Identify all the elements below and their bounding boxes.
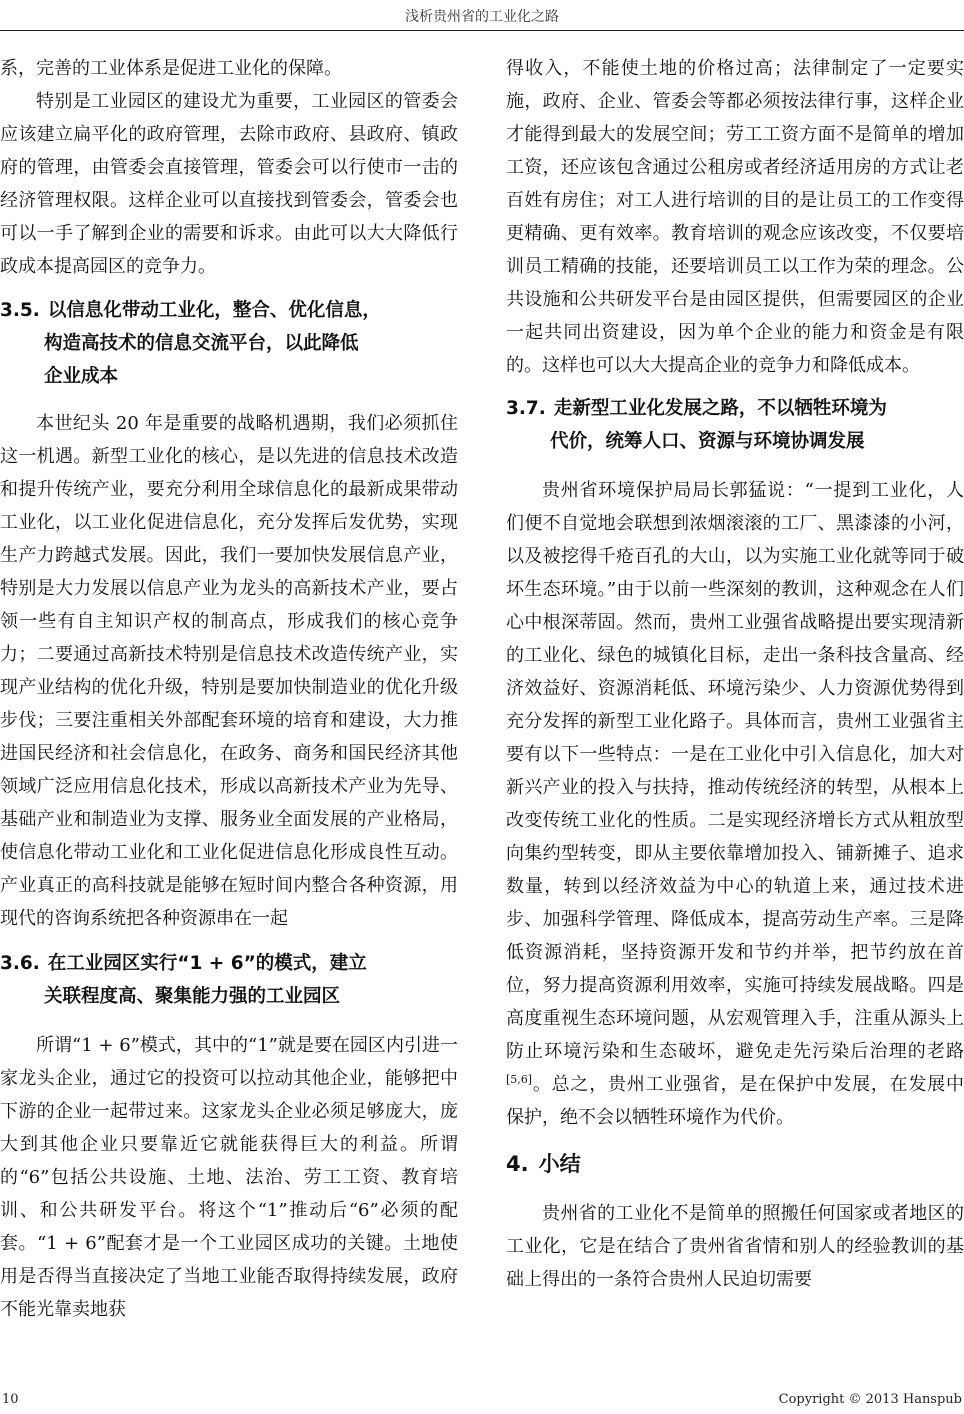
paragraph-environment-tail: 。总之，贵州工业强省，是在保护中发展，在发展中保护，绝不会以牺牲环境作为代价。: [506, 1074, 964, 1128]
section-3-7-number: 3.7.: [506, 398, 546, 419]
page-number: 10: [2, 1392, 19, 1407]
section-3-6-title-line2: 关联程度高、聚集能力强的工业园区: [44, 986, 341, 1007]
right-column: [506, 52, 964, 1296]
section-4-heading: [506, 1148, 964, 1181]
section-3-7-title-line1: 走新型工业化发展之路，不以牺牲环境为: [553, 398, 887, 419]
section-4-number: 4.: [506, 1152, 529, 1176]
copyright-notice: Copyright © 2013 Hanspub: [778, 1392, 962, 1407]
paragraph-summary: 贵州省的工业化不是简单的照搬任何国家或者地区的工业化，它是在结合了贵州省省情和别人的经验教训的基础上得出的一条符合贵州人民迫切需要: [506, 1203, 964, 1290]
paragraph-continuation: 系，完善的工业体系是促进工业化的保障。: [0, 58, 342, 79]
section-3-5-number: 3.5.: [0, 300, 40, 321]
section-3-6-number: 3.6.: [0, 953, 40, 974]
citation-5-6[interactable]: [5,6]: [506, 1073, 533, 1086]
paragraph-environment: [506, 474, 964, 1134]
section-3-5-title-line3: 企业成本: [44, 366, 119, 387]
paragraph-environment-text: 贵州省环境保护局局长郭猛说：“一提到工业化，人们便不自觉地会联想到浓烟滚滚的工厂、黑漆漆的小河，以及被挖得千疮百孔的大山，以为实施工业化就等同于破坏生态环境。”由于以前一些深刻的教训，这种观念在人们心中根深蒂固。然而，贵州工业强省战略提出要实现清新的工业化、绿色的城镇化目标，走出一条科技含量高、经济效益好、资源消耗低、环境污染少、人力资源优势得到充分发挥的新型工业化路子。具体而言，贵州工业强省主要有以下一些特点：一是在工业化中引入信息化，加大对新兴产业的投入与扶持，推动传统经济的转型，从根本上改变传统工业化的性质。二是实现经济增长方式从粗放型向集约型转变，即从主要依靠增加投入、铺新摊子、追求数量，转到以经济效益为中心的轨道上来，通过技术进步、加强科学管理、降低成本，提高劳动生产率。三是降低资源消耗，坚持资源开发和节约并举，把节约放在首位，努力提高资源利用效率，实施可持续发展战略。四是高度重视生态环境问题，从宏观管理入手，注重从源头上防止环境污染和生态破坏，避免走先污染后治理的老路: [506, 480, 964, 1062]
section-3-6-title-line1: 在工业园区实行“1 + 6”的模式，建立: [47, 953, 367, 974]
section-3-5-title-line2: 构造高技术的信息交流平台，以此降低: [44, 333, 359, 354]
running-header: 浅析贵州省的工业化之路: [405, 9, 559, 25]
paragraph-informatization: 本世纪头 20 年是重要的战略机遇期，我们必须抓住这一机遇。新型工业化的核心，是以先进的信息技术改造和提升传统产业，要充分利用全球信息化的最新成果带动工业化，以工业化促进信息化，充分发挥后发优势，实现生产力跨越式发展。因此，我们一要加快发展信息产业，特别是大力发展以信息产业为龙头的高新技术产业，要占领一些有自主知识产权的制高点，形成我们的核心竞争力；二要通过高新技术特别是信息技术改造传统产业，实现产业结构的优化升级，特别是要加快制造业的优化升级步伐；三要注重相关外部配套环境的培育和建设，大力推进国民经济和社会信息化，在政务、商务和国民经济其他领域广泛应用信息化技术，形成以高新技术产业为先导、基础产业和制造业为支撑、服务业全面发展的产业格局，使信息化带动工业化和工业化促进信息化形成良性互动。产业真正的高科技就是能够在短时间内整合各种资源，用现代的咨询系统把各种资源串在一起: [0, 413, 458, 929]
section-4-title: 小结: [538, 1152, 581, 1176]
paragraph-continuation-right: 得收入，不能使土地的价格过高；法律制定了一定要实施，政府、企业、管委会等都必须按法律行事，这样企业才能得到最大的发展空间；劳工工资方面不是简单的增加工资，还应该包含通过公租房或者经济适用房的方式让老百姓有房住；对工人进行培训的目的是让员工的工作变得更精确、更有效率。教育培训的观念应该改变，不仅要培训员工精确的技能，还要培训员工以工作为荣的理念。公共设施和公共研发平台是由园区提供，但需要园区的企业一起共同出资建设，因为单个企业的能力和资金是有限的。这样也可以大大提高企业的竞争力和降低成本。: [506, 58, 964, 376]
section-3-5-heading: [0, 294, 458, 393]
section-3-6-heading: [0, 947, 458, 1013]
paragraph-1-plus-6: 所谓“1 + 6”模式，其中的“1”就是要在园区内引进一家龙头企业，通过它的投资可以拉动其他企业，能够把中下游的企业一起带过来。这家龙头企业必须足够庞大，庞大到其他企业只要靠近它就能获得巨大的利益。所谓的“6”包括公共设施、土地、法治、劳工工资、教育培训、和公共研发平台。将这个“1”推动后“6”必须的配套。“1 + 6”配套才是一个工业园区成功的关键。土地使用是否得当直接决定了当地工业能否取得持续发展，政府不能光靠卖地获: [0, 1035, 458, 1320]
section-3-5-title-line1: 以信息化带动工业化，整合、优化信息，: [47, 300, 381, 321]
left-column: [0, 52, 458, 1326]
section-3-7-title-line2: 代价，统筹人口、资源与环境协调发展: [550, 431, 865, 452]
header-rule: [0, 30, 964, 31]
paragraph-industrial-park: 特别是工业园区的建设尤为重要，工业园区的管委会应该建立扁平化的政府管理，去除市政府、县政府、镇政府的管理，由管委会直接管理，管委会可以行使市一击的经济管理权限。这样企业可以直接找到管委会，管委会也可以一手了解到企业的需要和诉求。由此可以大大降低行政成本提高园区的竞争力。: [0, 91, 458, 277]
section-3-7-heading: [506, 392, 964, 458]
